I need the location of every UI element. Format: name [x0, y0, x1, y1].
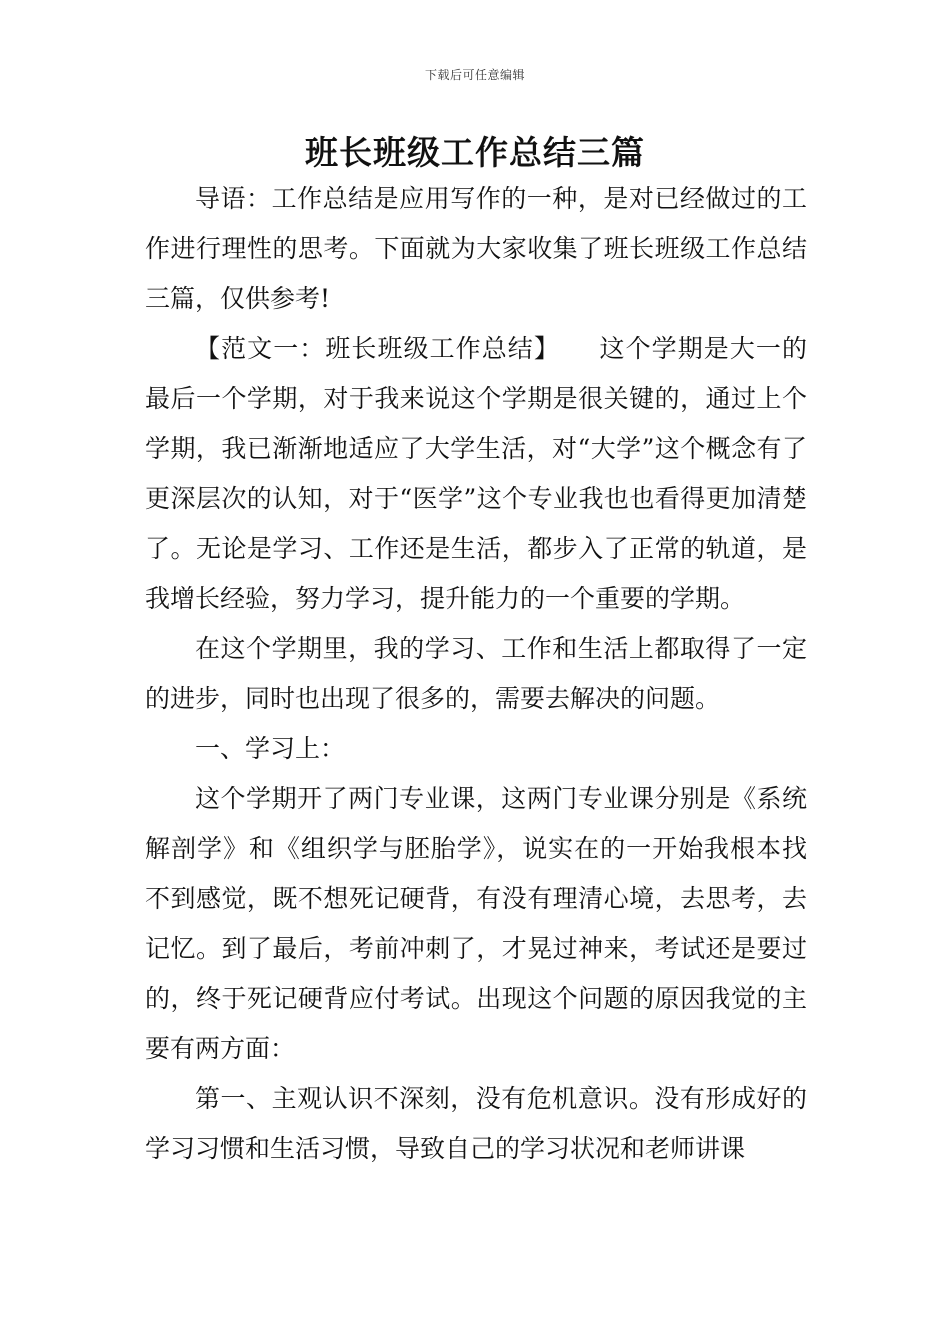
paragraph-reason-one: 第一、主观认识不深刻，没有危机意识。没有形成好的学习习惯和生活习惯，导致自己的学习状况和老师讲课: [145, 1084, 807, 1163]
paragraph-sample-one: 【范文一：班长班级工作总结】 这个学期是大一的最后一个学期，对于我来说这个学期是很关键的，通过上个学期，我已渐渐地适应了大学生活，对“大学”这个概念有了更深层次的认知，对于“医学”这个专业我也也看得更加清楚了。无论是学习、工作还是生活，都步入了正常的轨道，是我增长经验，努力学习，提升能力的一个重要的学期。: [145, 334, 807, 613]
paragraph-semester: 在这个学期里，我的学习、工作和生活上都取得了一定的进步，同时也出现了很多的，需要去解决的问题。: [145, 634, 807, 713]
header-note: 下载后可任意编辑: [424, 68, 525, 82]
section-heading-study: 一、学习上：: [195, 734, 346, 763]
document-title: 班长班级工作总结三篇: [305, 133, 645, 172]
paragraph-courses: 这个学期开了两门专业课，这两门专业课分别是《系统解剖学》和《组织学与胚胎学》，说实在的一开始我根本找不到感觉，既不想死记硬背，有没有理清心境，去思考，去记忆。到了最后，考前冲刺了，才晃过神来，考试还是要过的，终于死记硬背应付考试。出现这个问题的原因我觉的主要有两方面：: [145, 784, 807, 1063]
document-body: [145, 174, 807, 1174]
paragraph-intro: 导语：工作总结是应用写作的一种，是对已经做过的工作进行理性的思考。下面就为大家收集了班长班级工作总结三篇，仅供参考!: [145, 184, 807, 313]
